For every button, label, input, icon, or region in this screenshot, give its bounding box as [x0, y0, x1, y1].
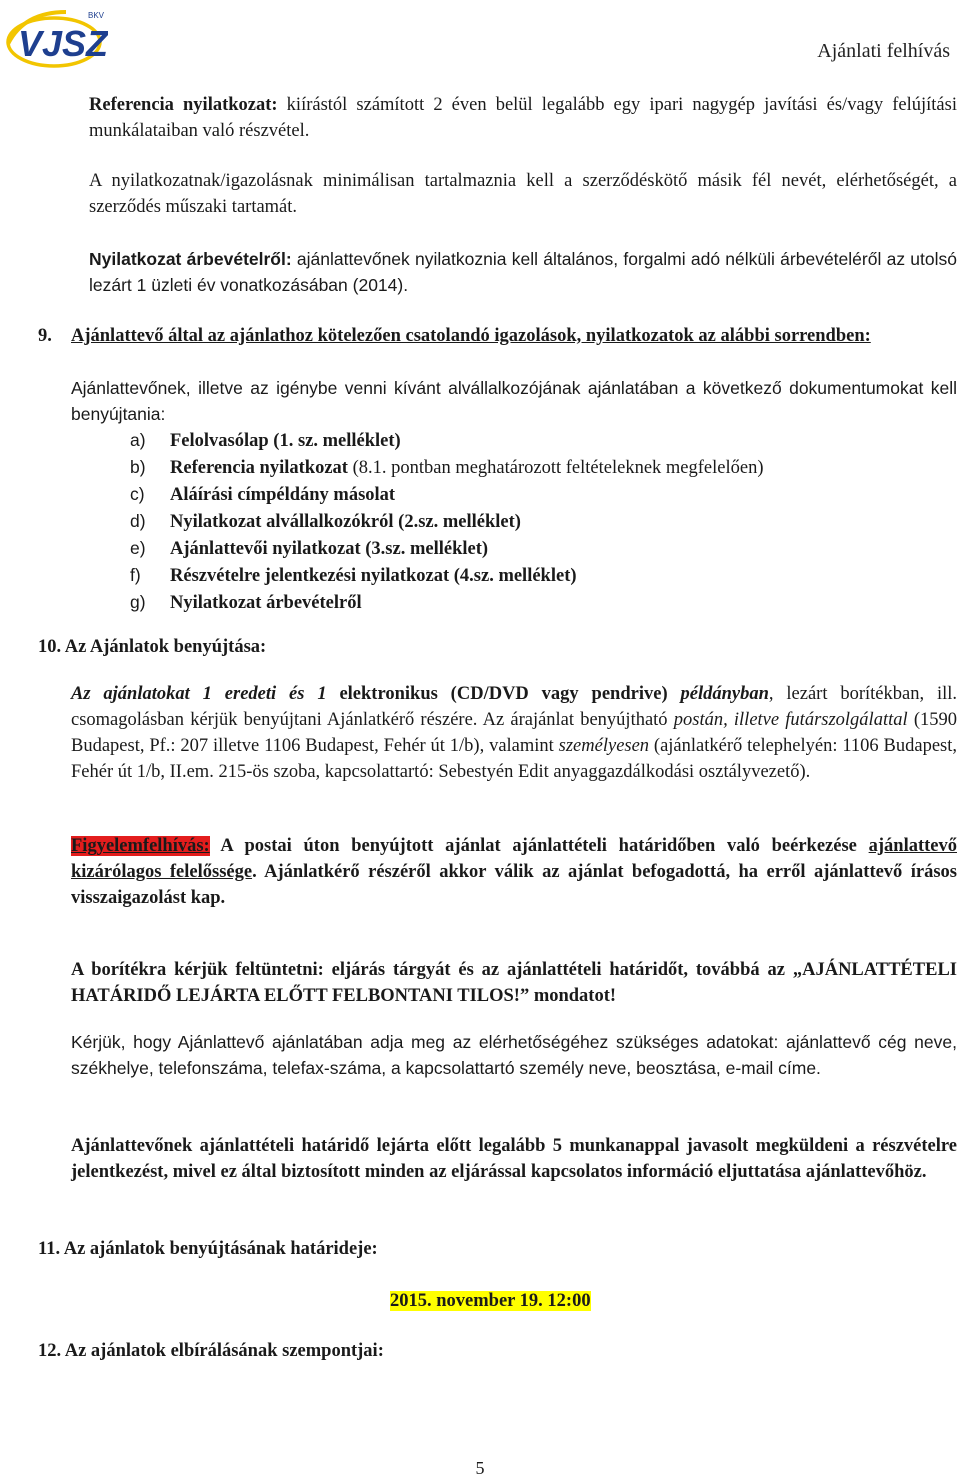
list-item: b) Referencia nyilatkozat (8.1. pontban meghatározott feltételeknek megfelelően): [130, 457, 764, 478]
list-item: e) Ajánlattevői nyilatkozat (3.sz. melléklet): [130, 538, 489, 559]
section-9-title: Ajánlattevő által az ajánlathoz kötelezően csatolandó igazolások, nyilatkozatok az alábbi sorrendben:: [71, 326, 871, 346]
list-item: a) Felolvasólap (1. sz. melléklet): [130, 430, 401, 451]
contact-details-request: Kérjük, hogy Ajánlattevő ajánlatában adja meg az elérhetőségéhez szükséges adatokat: ajánlattevő cég neve, székhelye, telefonszáma, telefax-száma, a kapcsolattartó személy neve, beosztása, e-mail címe.: [71, 1032, 957, 1078]
section-9-intro: Ajánlattevőnek, illetve az igénybe venni kívánt alvállalkozójának ajánlatában a következő dokumentumokat kell benyújtania:: [71, 378, 957, 424]
revenue-statement: Nyilatkozat árbevételről: ajánlattevőnek nyilatkoznia kell általános, forgalmi adó nélküli árbevételéről az utolsó lezárt 1 üzleti év vonatkozásában (2014).: [89, 249, 958, 295]
document-title: Ajánlati felhívás: [817, 40, 950, 62]
list-item: g) Nyilatkozat árbevételről: [130, 592, 362, 613]
required-documents-list: [130, 427, 764, 616]
early-submission-advice: Ajánlattevőnek ajánlattételi határidő lejárta előtt legalább 5 munkanappal javasolt megküldeni a részvételre jelentkezést, mivel ez által biztosított minden az eljárással kapcsolatos információ eljuttatása ajánlattevőhöz.: [71, 1136, 957, 1182]
reference-minimum-content: A nyilatkozatnak/igazolásnak minimálisan tartalmaznia kell a szerződéskötő másik fél nevét, elérhetőségét, a szerződés műszaki tartamát.: [89, 171, 957, 217]
list-item: d) Nyilatkozat alvállalkozókról (2.sz. melléklet): [130, 511, 521, 532]
reference-statement: Referencia nyilatkozat: kiírástól számított 2 éven belül legalább egy ipari nagygép javítási és/vagy felújítási munkálataiban való részvétel.: [89, 95, 957, 141]
section-12-heading: 12. Az ajánlatok elbírálásának szempontjai:: [38, 1341, 384, 1361]
svg-text:VJSZ: VJSZ: [18, 23, 108, 64]
submission-paragraph: Az ajánlatokat 1 eredeti és 1 elektronikus (CD/DVD vagy pendrive) példányban, lezárt borítékban, ill. csomagolásban kérjük benyújtani Ajánlatkérő részére. Az árajánlat benyújtható postán, illetve futárszolgálattal (1590 Budapest, Pf.: 207 illetve 1106 Budapest, Fehér út 1/b), valamint személyesen (ajánlatkérő telephelyén: 1106 Budapest, Fehér út 1/b, II.em. 215-ös szoba, kapcsolattartó: Sebestyén Edit anyaggazdálkodási osztályvezető).: [71, 684, 957, 782]
envelope-marking: A borítékra kérjük feltüntetni: eljárás tárgyát és az ajánlattételi határidőt, továbbá az „AJÁNLATTÉTELI HATÁRIDŐ LEJÁRTA ELŐTT FELBONTANI TILOS!” mondatot!: [71, 960, 957, 1006]
postal-warning: Figyelemfelhívás: A postai úton benyújtott ajánlat ajánlattételi határidőben való beérkezése ajánlattevő kizárólagos felelőssége. Ajánlatkérő részéről akkor válik az ajánlat befogadottá, ha erről ajánlattevő írásos visszaigazolást kap.: [71, 836, 957, 908]
vjsz-logo: [4, 4, 108, 70]
list-item: c) Aláírási címpéldány másolat: [130, 484, 396, 505]
deadline-value: 2015. november 19. 12:00: [390, 1291, 591, 1311]
list-item: f) Részvételre jelentkezési nyilatkozat (4.sz. melléklet): [130, 565, 577, 586]
warning-label: Figyelemfelhívás:: [71, 836, 210, 856]
page-number: 5: [475, 1458, 485, 1478]
section-9-number: 9.: [38, 326, 52, 346]
svg-text:BKV: BKV: [88, 11, 105, 20]
section-11-heading: 11. Az ajánlatok benyújtásának határideje:: [38, 1239, 378, 1259]
section-10-heading: 10. Az Ajánlatok benyújtása:: [38, 637, 267, 657]
